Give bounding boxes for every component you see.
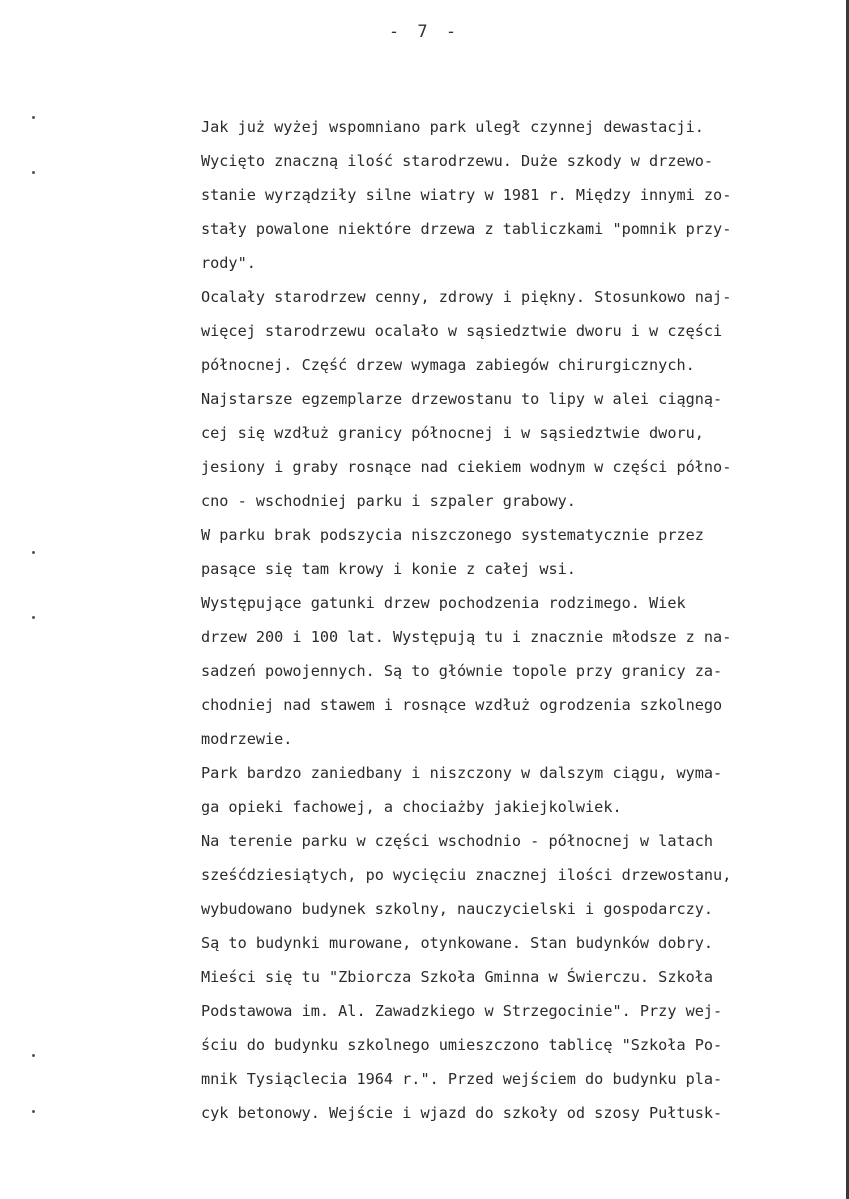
text-line: Podstawowa im. Al. Zawadzkiego w Strzegocinie". Przy wej- <box>201 1002 723 1020</box>
text-line: wybudowano budynek szkolny, nauczycielski i gospodarczy. <box>201 900 714 918</box>
text-line: jesiony i graby rosnące nad ciekiem wodnym w części półno- <box>201 458 732 476</box>
text-line: Park bardzo zaniedbany i niszczony w dalszym ciągu, wyma- <box>201 764 723 782</box>
text-line: W parku brak podszycia niszczonego systematycznie przez <box>201 526 704 544</box>
margin-dot <box>32 1110 35 1113</box>
text-line: sześćdziesiątych, po wycięciu znacznej ilości drzewostanu, <box>201 866 732 884</box>
text-line: rody". <box>201 254 256 272</box>
text-line: stały powalone niektóre drzewa z tabliczkami "pomnik przy- <box>201 220 732 238</box>
text-line: sadzeń powojennych. Są to głównie topole przy granicy za- <box>201 662 723 680</box>
text-line: północnej. Część drzew wymaga zabiegów chirurgicznych. <box>201 356 695 374</box>
text-line: Występujące gatunki drzew pochodzenia rodzimego. Wiek <box>201 594 686 612</box>
margin-dot <box>32 1054 35 1057</box>
text-line: Są to budynki murowane, otynkowane. Stan budynków dobry. <box>201 934 714 952</box>
page-number: - 7 - <box>388 22 461 42</box>
text-line: Mieści się tu "Zbiorcza Szkoła Gminna w Świerczu. Szkoła <box>201 968 714 986</box>
margin-dot <box>32 116 35 119</box>
text-line: modrzewie. <box>201 730 293 748</box>
text-line: stanie wyrządziły silne wiatry w 1981 r. Między innymi zo- <box>201 186 732 204</box>
text-line: ściu do budynku szkolnego umieszczono tablicę "Szkoła Po- <box>201 1036 723 1054</box>
text-line: pasące się tam krowy i konie z całej wsi. <box>201 560 576 578</box>
text-line: mnik Tysiąclecia 1964 r.". Przed wejściem do budynku pla- <box>201 1070 723 1088</box>
text-line: Ocalały starodrzew cenny, zdrowy i piękny. Stosunkowo naj- <box>201 288 732 306</box>
text-line: ga opieki fachowej, a chociażby jakiejkolwiek. <box>201 798 622 816</box>
text-line: Jak już wyżej wspomniano park uległ czynnej dewastacji. <box>201 118 704 136</box>
text-line: Wycięto znaczną ilość starodrzewu. Duże szkody w drzewo- <box>201 152 714 170</box>
text-line: drzew 200 i 100 lat. Występują tu i znacznie młodsze z na- <box>201 628 732 646</box>
body-text <box>201 110 811 1130</box>
margin-dot <box>32 171 35 174</box>
text-line: cyk betonowy. Wejście i wjazd do szkoły od szosy Pułtusk- <box>201 1104 723 1122</box>
margin-dot <box>32 616 35 619</box>
text-line: chodniej nad stawem i rosnące wzdłuż ogrodzenia szkolnego <box>201 696 723 714</box>
text-line: więcej starodrzewu ocalało w sąsiedztwie dworu i w części <box>201 322 723 340</box>
margin-dot <box>32 551 35 554</box>
text-line: cno - wschodniej parku i szpaler grabowy. <box>201 492 576 510</box>
text-line: Na terenie parku w części wschodnio - północnej w latach <box>201 832 714 850</box>
text-line: Najstarsze egzemplarze drzewostanu to lipy w alei ciągną- <box>201 390 723 408</box>
text-line: cej się wzdłuż granicy północnej i w sąsiedztwie dworu, <box>201 424 704 442</box>
